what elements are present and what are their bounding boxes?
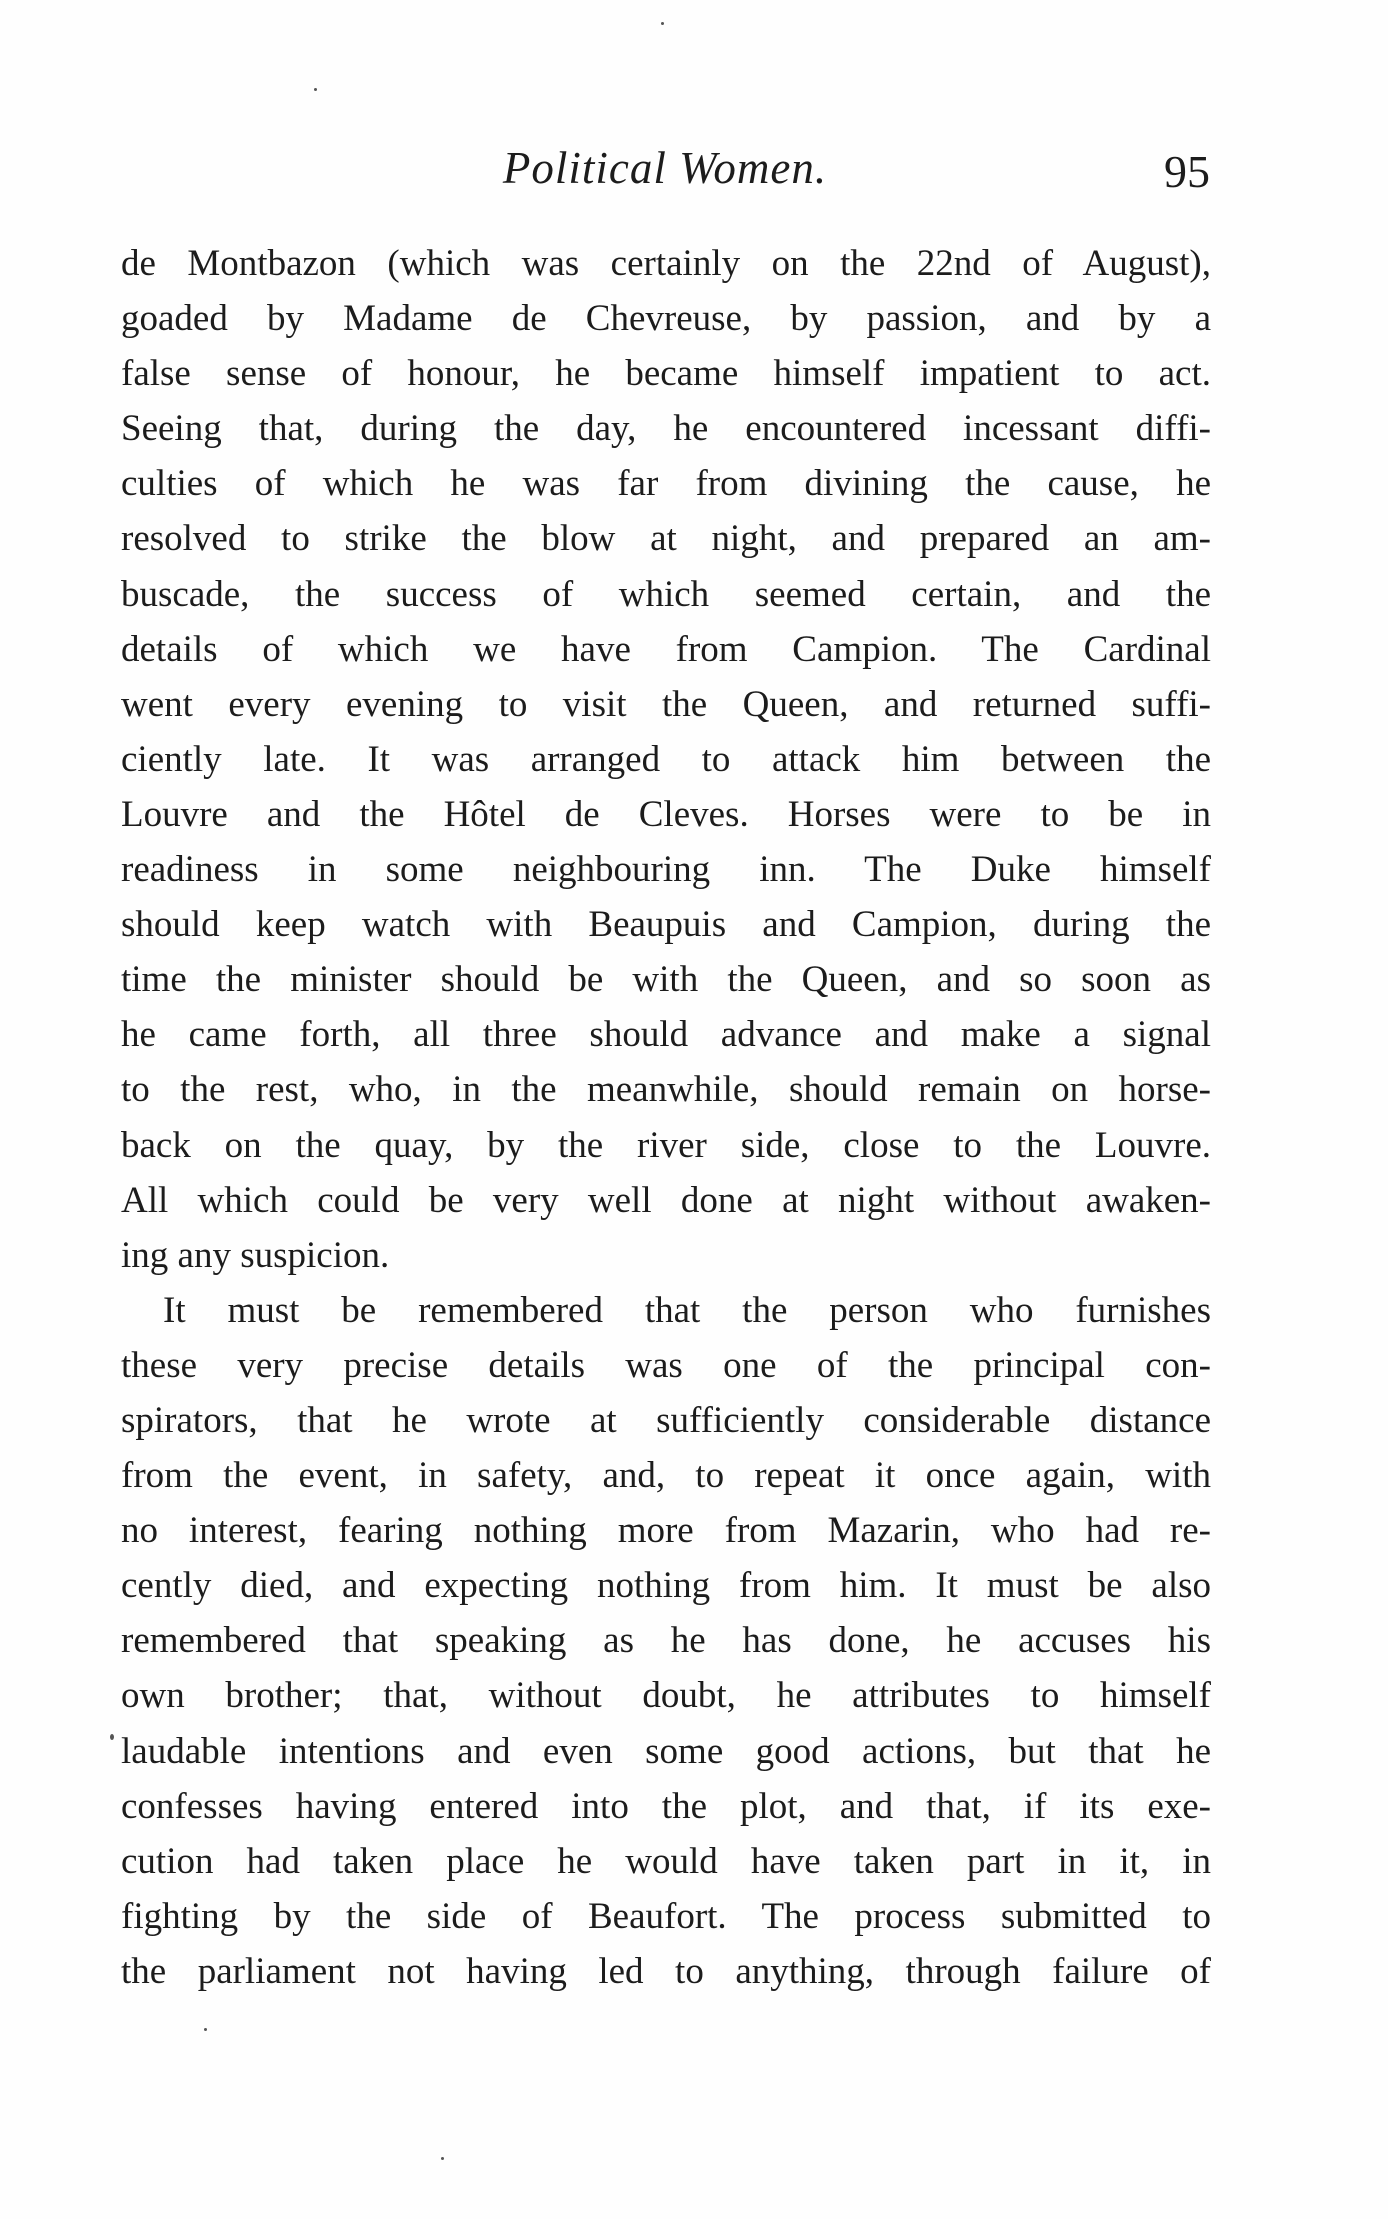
- text-line: cution had taken place he would have taken part in it, in: [121, 1840, 1211, 1882]
- paragraph-start-line: It must be remembered that the person who furnishes: [163, 1289, 1211, 1331]
- scan-speck: [661, 22, 664, 25]
- text-line: details of which we have from Campion. The Cardinal: [121, 628, 1211, 670]
- text-line: should keep watch with Beaupuis and Campion, during the: [121, 904, 1211, 946]
- page-number: 95: [1164, 146, 1210, 197]
- scan-speck: [314, 88, 317, 91]
- text-line: ciently late. It was arranged to attack him between the: [121, 738, 1211, 780]
- scan-speck: [110, 1734, 114, 1740]
- text-line: went every evening to visit the Queen, and returned suffi-: [121, 683, 1211, 725]
- running-head: [120, 138, 1210, 198]
- text-line: he came forth, all three should advance and make a signal: [121, 1014, 1211, 1056]
- text-line: laudable intentions and even some good actions, but that he: [121, 1730, 1211, 1772]
- text-line: All which could be very well done at night without awaken-: [121, 1179, 1211, 1221]
- text-line: readiness in some neighbouring inn. The Duke himself: [121, 849, 1211, 891]
- text-line: confesses having entered into the plot, and that, if its exe-: [121, 1785, 1211, 1827]
- text-line: no interest, fearing nothing more from Mazarin, who had re-: [121, 1510, 1211, 1552]
- running-title: Political Women.: [502, 143, 828, 193]
- text-line: Seeing that, during the day, he encountered incessant diffi-: [121, 408, 1211, 450]
- text-line: own brother; that, without doubt, he attributes to himself: [121, 1675, 1211, 1717]
- scan-speck: [204, 2028, 207, 2031]
- text-line: the parliament not having led to anything, through failure of: [121, 1950, 1211, 1992]
- scan-speck: [441, 2157, 444, 2160]
- text-line: false sense of honour, he became himself impatient to act.: [121, 353, 1211, 395]
- text-line: resolved to strike the blow at night, and prepared an am-: [121, 518, 1211, 560]
- text-line: buscade, the success of which seemed certain, and the: [121, 573, 1211, 615]
- text-line: de Montbazon (which was certainly on the 22nd of August),: [121, 243, 1211, 284]
- text-line: fighting by the side of Beaufort. The process submitted to: [121, 1895, 1211, 1937]
- text-line: back on the quay, by the river side, close to the Louvre.: [121, 1124, 1211, 1166]
- body-text: [121, 236, 1211, 1999]
- text-line: Louvre and the Hôtel de Cleves. Horses were to be in: [121, 793, 1211, 835]
- text-line: remembered that speaking as he has done, he accuses his: [121, 1620, 1211, 1662]
- text-line: time the minister should be with the Queen, and so soon as: [121, 959, 1211, 1001]
- text-line: from the event, in safety, and, to repeat it once again, with: [121, 1455, 1211, 1497]
- text-line: spirators, that he wrote at sufficiently considerable distance: [121, 1399, 1211, 1441]
- text-line: culties of which he was far from divining the cause, he: [121, 463, 1211, 505]
- text-line: to the rest, who, in the meanwhile, should remain on horse-: [121, 1069, 1211, 1111]
- text-line: these very precise details was one of the principal con-: [121, 1344, 1211, 1386]
- text-line: cently died, and expecting nothing from him. It must be also: [121, 1565, 1211, 1607]
- text-line: goaded by Madame de Chevreuse, by passion, and by a: [121, 298, 1211, 340]
- paragraph-end-line: ing any suspicion.: [121, 1234, 390, 1276]
